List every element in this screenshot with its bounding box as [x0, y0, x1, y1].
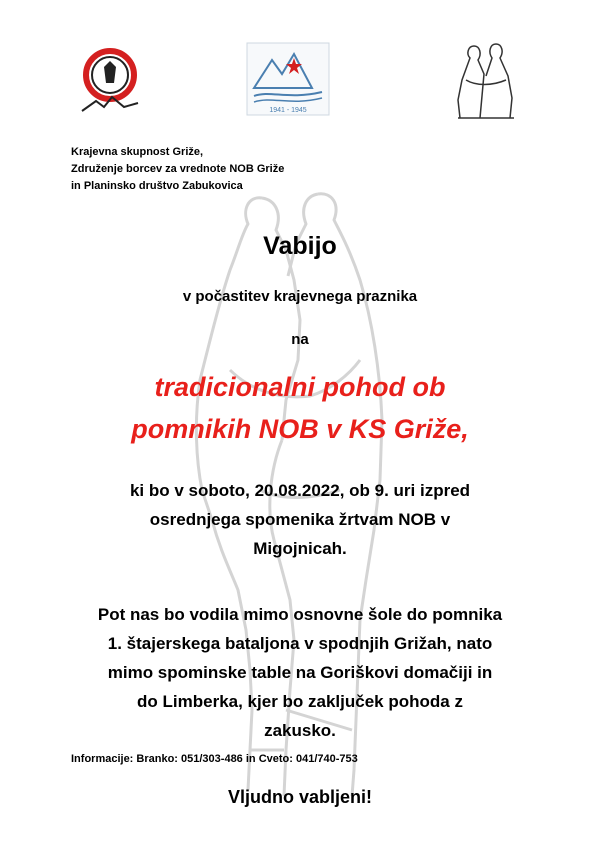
event-title [0, 366, 600, 450]
route-paragraph [0, 600, 600, 745]
date-line-2: osrednjega spomenika žrtvam NOB v [149, 510, 451, 529]
route-line-5: zakusko. [264, 721, 336, 740]
event-title-line-1: tradicionalni pohod ob [154, 372, 446, 402]
organizer-3: in Planinsko društvo Zabukovica [71, 180, 243, 192]
zb-nob-logo [246, 42, 330, 116]
date-paragraph [0, 476, 600, 563]
closing-line: Vljudno vabljeni! [227, 787, 372, 807]
date-line-3: Migojnicah. [253, 539, 347, 558]
organizer-1: Krajevna skupnost Griže, [71, 146, 204, 158]
monument-logo [446, 40, 524, 122]
route-line-2: 1. štajerskega bataljona v spodnjih Grižah, nato [107, 634, 493, 653]
route-line-3: mimo spominske table na Goriškovi domačiji in [107, 663, 493, 682]
contact-info: Informacije: Branko: 051/303-486 in Cveto: 041/740-753 [71, 753, 358, 765]
logo-years: 1941 - 1945 [269, 107, 307, 114]
date-line-1: ki bo v soboto, 20.08.2022, ob 9. uri izpred [129, 481, 471, 500]
occasion-line: v počastitev krajevnega praznika [182, 288, 418, 305]
preposition-line: na [291, 331, 309, 348]
krajevna-skupnost-logo [78, 45, 142, 123]
organizer-2: Združenje borcev za vrednote NOB Griže [71, 163, 285, 175]
route-line-4: do Limberka, kjer bo zaključek pohoda z [137, 692, 463, 711]
page-title: Vabijo [263, 232, 337, 260]
organizers [71, 144, 284, 195]
event-title-line-2: pomnikih NOB v KS Griže, [131, 414, 469, 444]
route-line-1: Pot nas bo vodila mimo osnovne šole do pomnika [97, 605, 503, 624]
